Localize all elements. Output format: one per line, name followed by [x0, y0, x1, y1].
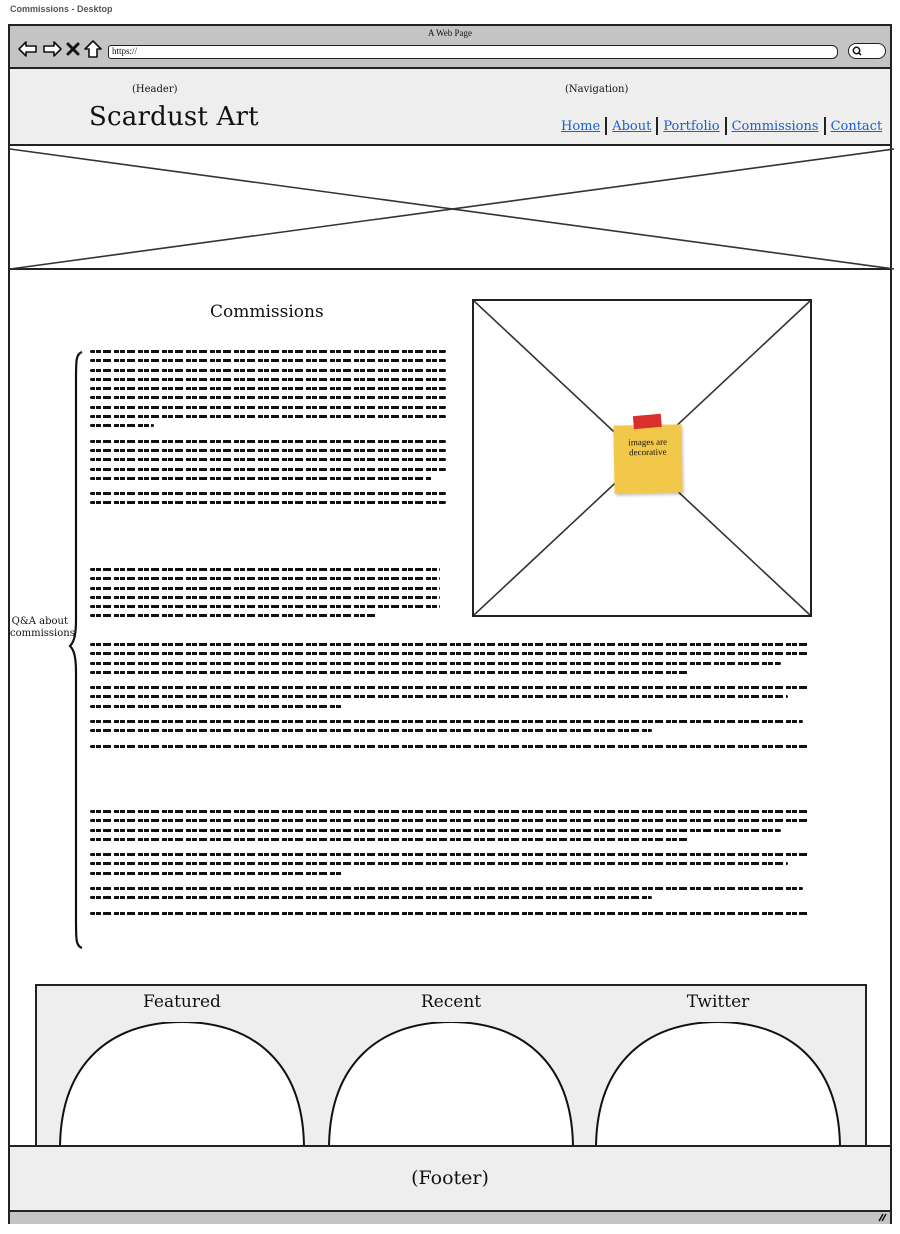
browser-toolbar [10, 26, 890, 69]
nav-separator [824, 117, 826, 135]
text-group-2 [90, 568, 440, 624]
paragraph [90, 745, 810, 748]
window-title: A Web Page [427, 28, 473, 38]
search-icon [852, 46, 862, 56]
site-header [10, 69, 890, 146]
document-title: Commissions - Desktop [10, 4, 113, 14]
arch-image-placeholder-icon [593, 1022, 843, 1149]
sticky-note [613, 424, 682, 493]
paragraph [90, 853, 810, 875]
nav-link-contact[interactable]: Contact [830, 118, 883, 134]
hero-image-placeholder [10, 148, 890, 270]
browser-search-button[interactable] [848, 43, 886, 59]
back-arrow-icon[interactable] [18, 41, 38, 57]
widget-recent[interactable] [326, 986, 576, 1149]
text-group-3 [90, 643, 810, 754]
paragraph [90, 810, 810, 841]
browser-window [8, 24, 892, 1224]
nav-separator [656, 117, 658, 135]
text-group-1 [90, 350, 446, 511]
paragraph [90, 720, 810, 732]
main-navigation [561, 117, 882, 135]
sticky-note-text: images are decorative [628, 436, 668, 458]
widget-title: Featured [143, 992, 221, 1012]
nav-separator [725, 117, 727, 135]
forward-arrow-icon[interactable] [42, 41, 62, 57]
page-title: Commissions [210, 302, 324, 322]
site-title[interactable]: Scardust Art [89, 102, 259, 132]
nav-link-home[interactable]: Home [561, 118, 601, 134]
curly-brace-icon [68, 350, 84, 950]
nav-link-about[interactable]: About [612, 118, 652, 134]
paragraph [90, 686, 810, 708]
paragraph [90, 568, 440, 617]
paragraph [90, 912, 810, 915]
header-annotation: (Header) [132, 84, 178, 95]
stop-x-icon[interactable] [66, 42, 80, 56]
paragraph [90, 643, 810, 674]
url-input[interactable]: https:// [108, 45, 838, 59]
qa-annotation: Q&A about commissions [10, 616, 75, 639]
nav-link-portfolio[interactable]: Portfolio [663, 118, 720, 134]
arch-image-placeholder-icon [326, 1022, 576, 1149]
paragraph [90, 440, 446, 480]
browser-status-bar [10, 1212, 890, 1224]
home-icon[interactable] [84, 40, 102, 58]
paragraph [90, 887, 810, 899]
footer-annotation: (Footer) [411, 1167, 489, 1189]
nav-link-commissions[interactable]: Commissions [731, 118, 819, 134]
widget-twitter[interactable] [593, 986, 843, 1149]
arch-image-placeholder-icon [57, 1022, 307, 1149]
nav-separator [605, 117, 607, 135]
tape-icon [633, 414, 662, 429]
paragraph [90, 350, 446, 427]
site-footer [10, 1145, 890, 1212]
navigation-annotation: (Navigation) [565, 84, 629, 95]
text-group-4 [90, 810, 810, 921]
decorative-image-placeholder [472, 299, 812, 617]
widgets-panel [35, 984, 867, 1147]
widget-title: Recent [420, 992, 482, 1012]
widget-featured[interactable] [57, 986, 307, 1149]
image-placeholder-icon [10, 148, 894, 270]
widget-title: Twitter [686, 992, 750, 1012]
resize-grip-icon[interactable] [877, 1213, 887, 1222]
paragraph [90, 492, 446, 504]
